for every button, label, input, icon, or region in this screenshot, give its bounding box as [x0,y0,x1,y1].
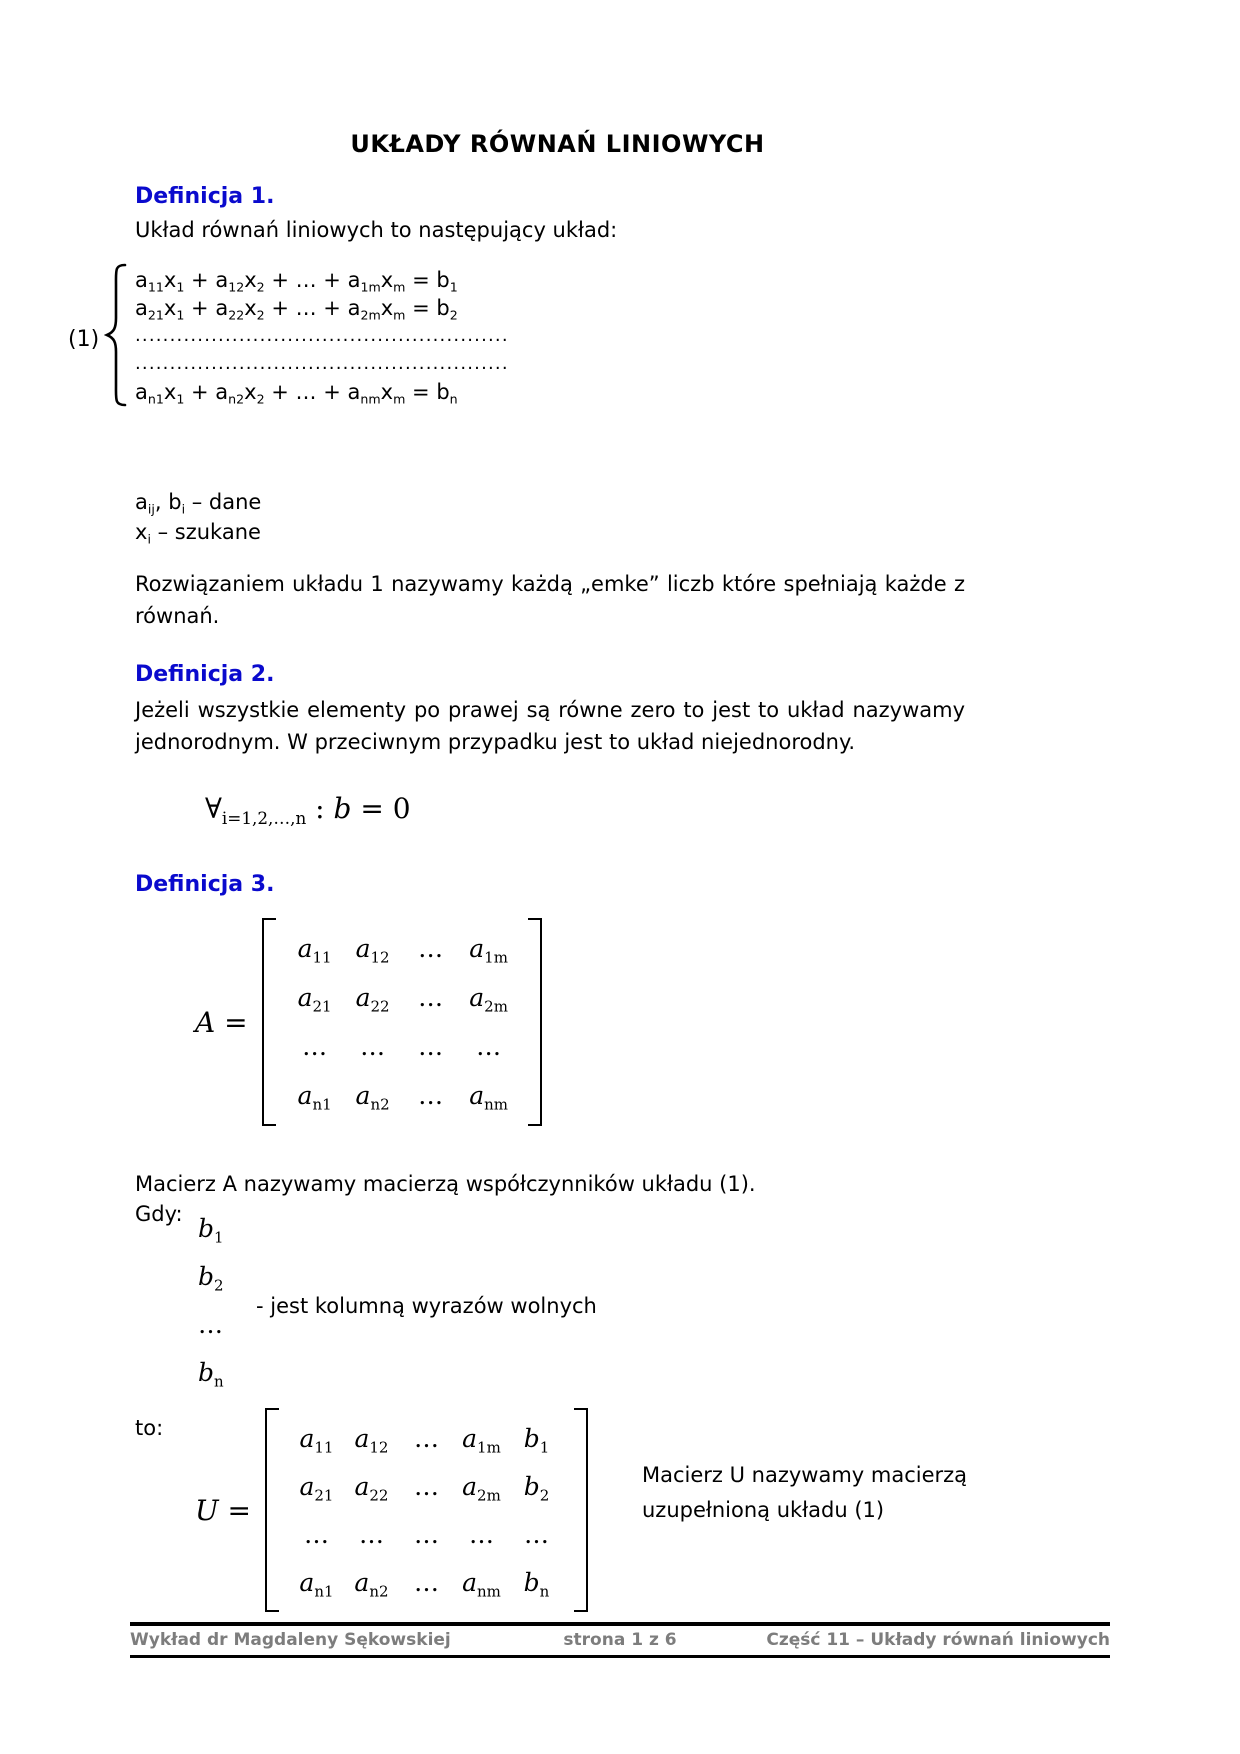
matrix-cell: … [302,1032,328,1061]
def1-intro: Układ równań liniowych to następujący układ: [135,218,618,242]
matrix-cell: $a_{2m}$ [462,1471,501,1504]
equation-dots-2: ...................................................... [135,353,509,374]
matrix-cell: $a_{n2}$ [355,1081,390,1114]
matrix-cell: … [413,1519,439,1549]
matrix-cell: $a_{21}$ [297,983,332,1016]
matrix-cell: $b_2$ [198,1261,224,1294]
page-footer [130,1622,1110,1658]
matrix-cell: $a_{22}$ [354,1471,389,1504]
matrix-cell: $a_{11}$ [299,1423,334,1456]
right-bracket-icon [528,918,542,1126]
matrix-a-lhs: A = [195,1005,248,1039]
footer-page-number: strona 1 z 6 [563,1630,677,1650]
matrix-cell: … [418,1081,444,1110]
coefficient-matrix-note: Macierz A nazywamy macierzą współczynników układu (1). [135,1172,756,1196]
matrix-cell: $b_1$ [523,1423,550,1456]
equation-row-n: $a_{n1}x_1 + a_{n2}x_2$ + … + $a_{nm}x_m = b_n$ [135,380,458,407]
matrix-cell: $a_{12}$ [354,1423,389,1456]
equation-row-2: $a_{21}x_1 + a_{22}x_2$ + … + $a_{2m}x_m = b_2$ [135,296,458,323]
matrix-cell: … [523,1519,549,1549]
matrix-cell: $a_{22}$ [355,983,390,1016]
gdy-label: Gdy: [135,1202,183,1226]
def3-heading: Definicja 3. [135,872,275,897]
matrix-cell: $a_{12}$ [355,934,390,967]
matrix-cell: … [198,1309,223,1339]
matrix-cell: … [476,1032,502,1061]
matrix-cell: $b_n$ [523,1567,550,1600]
left-brace-icon [104,262,128,408]
matrix-cell: … [358,1519,384,1549]
to-label: to: [135,1416,164,1440]
b-column [198,1204,256,1396]
def1-heading: Definicja 1. [135,184,275,209]
matrix-cell: $a_{n1}$ [297,1081,332,1114]
matrix-cell: $b_2$ [523,1471,550,1504]
footer-author: Wykład dr Magdaleny Sękowskiej [130,1630,451,1650]
free-terms-note: - jest kolumną wyrazów wolnych [256,1294,597,1318]
matrix-cell: $a_{n2}$ [354,1567,389,1600]
matrix-cell: … [418,1032,444,1061]
matrix-u-body [265,1408,588,1612]
equation-system [135,266,509,406]
augmented-matrix-note: Macierz U nazywamy macierzą uzupełnioną układu (1) [642,1463,968,1522]
matrix-cell: … [360,1032,386,1061]
matrix-cell: $b_1$ [198,1213,224,1246]
matrix-u [195,1408,588,1612]
left-bracket-icon [262,918,276,1126]
matrix-cell: … [418,983,444,1012]
matrix-cell: … [303,1519,329,1549]
matrix-cell: … [413,1471,439,1501]
matrix-cell: $a_{21}$ [299,1471,334,1504]
matrix-cell: $a_{2m}$ [469,983,508,1016]
matrix-cell: … [413,1567,439,1597]
matrix-a-grid [276,918,528,1126]
matrix-cell: … [418,934,444,963]
matrix-cell: $a_{n1}$ [299,1567,334,1600]
given-variables-note: $a_{ij}$, $b_i$ – dane [135,490,262,517]
matrix-cell: $a_{nm}$ [469,1081,508,1114]
right-bracket-icon [574,1408,588,1612]
left-bracket-icon [265,1408,279,1612]
def2-paragraph: Jeżeli wszystkie elementy po prawej są równe zero to jest to układ nazywamy jednorodnym. W przeciwnym przypadku jest to układ niejednorodny. [135,698,965,754]
equation-row-1: $a_{11}x_1 + a_{12}x_2$ + … + $a_{1m}x_m = b_1$ [135,268,458,295]
matrix-cell: $b_n$ [198,1357,224,1390]
matrix-cell: $a_{11}$ [297,934,332,967]
footer-section: Część 11 – Układy równań liniowych [766,1630,1111,1650]
system-number-label: (1) [68,327,100,352]
sought-variables-note: $x_i$ – szukane [135,520,261,547]
system-brace [104,262,128,412]
page-title: UKŁADY RÓWNAŃ LINIOWYCH [350,130,765,158]
equation-dots-1: ...................................................... [135,325,509,346]
matrix-cell: … [413,1423,439,1453]
matrix-cell: … [468,1519,494,1549]
def2-formula: $\forall_{i=1,2,\dots,n}$ : b = 0 [205,792,411,828]
def2-heading: Definicja 2. [135,662,275,687]
matrix-a [195,918,542,1126]
matrix-a-body [262,918,542,1126]
def1-solution-paragraph: Rozwiązaniem układu 1 nazywamy każdą „emke” liczb które spełniają każde z równań. [135,572,965,628]
matrix-u-grid [279,1408,574,1612]
matrix-cell: $a_{nm}$ [462,1567,501,1600]
matrix-u-lhs: U = [195,1493,251,1527]
matrix-cell: $a_{1m}$ [469,934,508,967]
matrix-cell: $a_{1m}$ [462,1423,501,1456]
